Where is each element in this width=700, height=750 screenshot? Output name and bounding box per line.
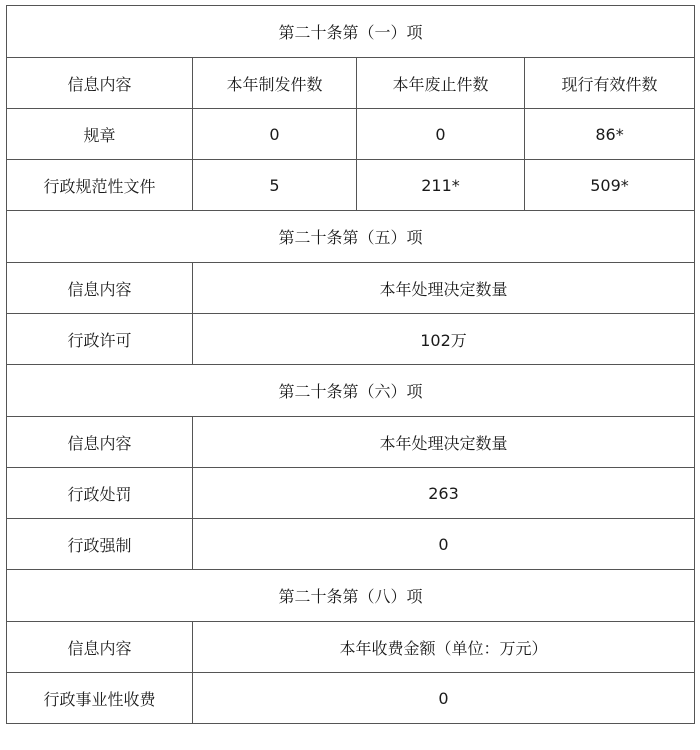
value-cell: 102万 [193, 314, 695, 365]
row-label-cell: 行政事业性收费 [7, 673, 193, 724]
header-cell: 信息内容 [7, 417, 193, 468]
row-label-cell: 行政强制 [7, 519, 193, 570]
header-cell: 本年制发件数 [193, 58, 357, 109]
table-row [7, 673, 695, 724]
value-cell: 0 [193, 673, 695, 724]
value-cell: 0 [193, 519, 695, 570]
header-cell: 本年收费金额（单位：万元） [193, 622, 695, 673]
row-label-cell: 规章 [7, 109, 193, 160]
table-row [7, 468, 695, 519]
value-cell: 86* [525, 109, 695, 160]
header-cell: 信息内容 [7, 622, 193, 673]
value-cell: 0 [357, 109, 525, 160]
section-title: 第二十条第（五）项 [7, 211, 695, 263]
row-label-cell: 行政许可 [7, 314, 193, 365]
header-row [7, 622, 695, 673]
header-cell: 本年处理决定数量 [193, 417, 695, 468]
header-row [7, 58, 695, 109]
header-cell: 本年处理决定数量 [193, 263, 695, 314]
value-cell: 211* [357, 160, 525, 211]
row-label-cell: 行政规范性文件 [7, 160, 193, 211]
table-row [7, 519, 695, 570]
value-cell: 509* [525, 160, 695, 211]
row-label-cell: 行政处罚 [7, 468, 193, 519]
section-title-row [7, 211, 695, 263]
header-cell: 信息内容 [7, 263, 193, 314]
header-cell: 本年废止件数 [357, 58, 525, 109]
value-cell: 263 [193, 468, 695, 519]
value-cell: 5 [193, 160, 357, 211]
section-title: 第二十条第（八）项 [7, 570, 695, 622]
section-title: 第二十条第（一）项 [7, 6, 695, 58]
header-cell: 信息内容 [7, 58, 193, 109]
section-title: 第二十条第（六）项 [7, 365, 695, 417]
table-row [7, 109, 695, 160]
section-title-row [7, 570, 695, 622]
header-row [7, 263, 695, 314]
section-title-row [7, 365, 695, 417]
table-row [7, 160, 695, 211]
value-cell: 0 [193, 109, 357, 160]
disclosure-table [6, 5, 695, 724]
header-row [7, 417, 695, 468]
section-title-row [7, 6, 695, 58]
header-cell: 现行有效件数 [525, 58, 695, 109]
table-row [7, 314, 695, 365]
